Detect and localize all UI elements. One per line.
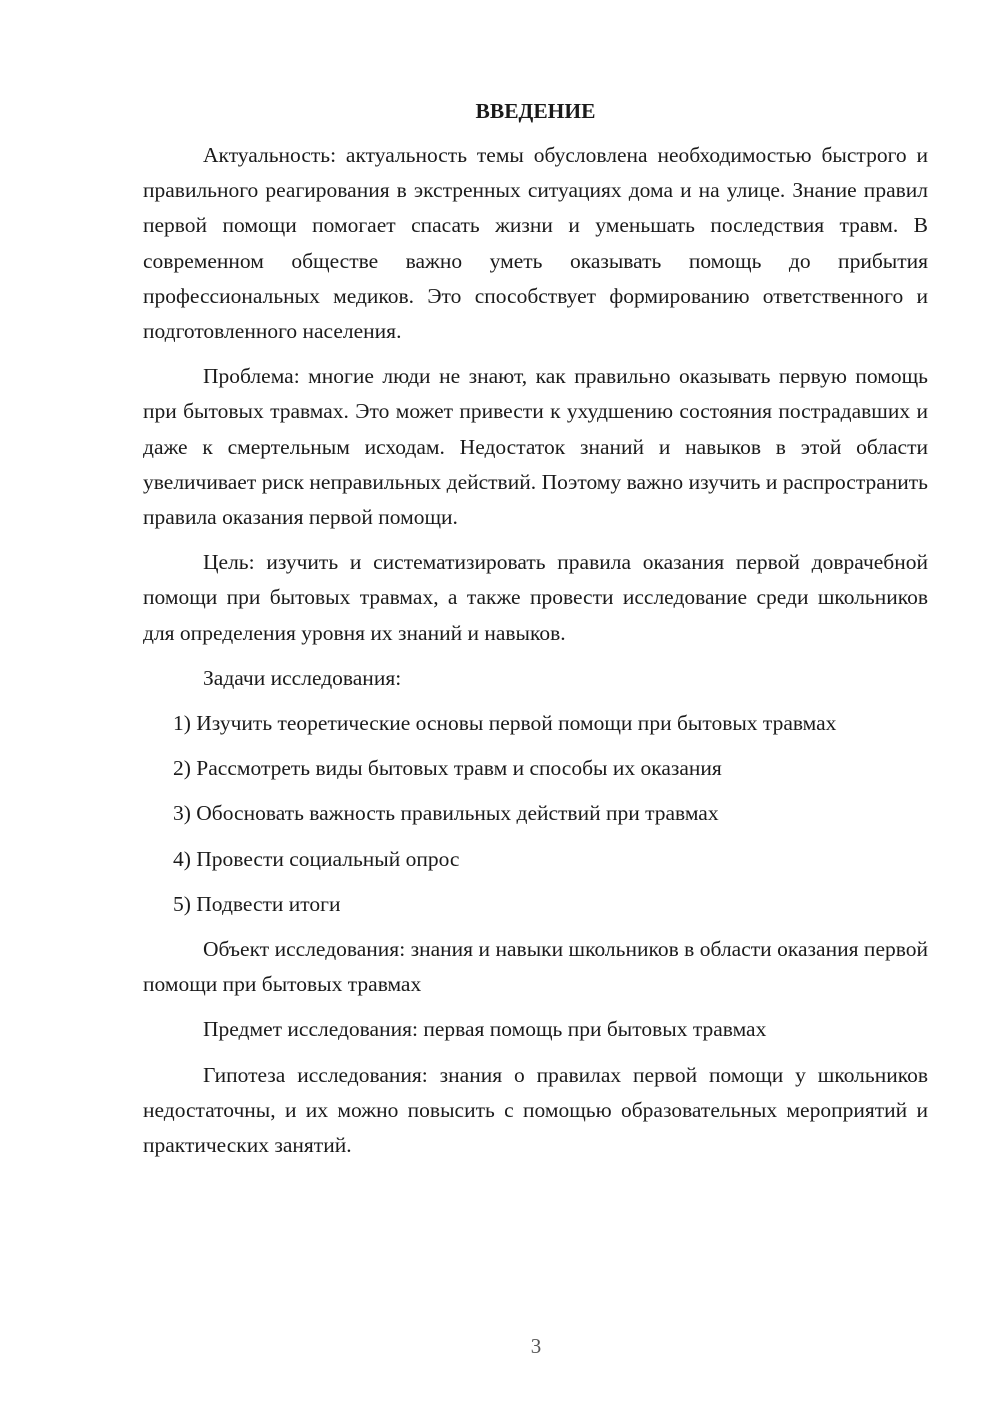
paragraph-object: Объект исследования: знания и навыки школьников в области оказания первой помощи при бытовых травмах	[143, 937, 928, 997]
paragraph-goal: Цель: изучить и систематизировать правила оказания первой доврачебной помощи при бытовых травмах, а также провести исследование среди школьников для определения уровня их знаний и навыков.	[143, 550, 928, 645]
tasks-title: Задачи исследования:	[203, 665, 402, 690]
list-item-task-3: 3) Обосновать важность правильных действий при травмах	[173, 801, 719, 826]
list-item-task-2: 2) Рассмотреть виды бытовых травм и способы их оказания	[173, 756, 722, 781]
paragraph-subject: Предмет исследования: первая помощь при бытовых травмах	[203, 1017, 767, 1042]
list-item-task-5: 5) Подвести итоги	[173, 891, 341, 916]
paragraph-relevance: Актуальность: актуальность темы обусловлена необходимостью быстрого и правильного реагирования в экстренных ситуациях дома и на улице. Знание правил первой помощи помогает спасать жизни и уменьшать последствия травм. В современном обществе важно уметь оказывать помощь до прибытия профессиональных медиков. Это способствует формированию ответственного и подготовленного населения.	[143, 143, 928, 344]
paragraph-problem: Проблема: многие люди не знают, как правильно оказывать первую помощь при бытовых травмах. Это может привести к ухудшению состояния пострадавших и даже к смертельным исходам. Недостаток знаний и навыков в этой области увеличивает риск неправильных действий. Поэтому важно изучить и распространить правила оказания первой помощи.	[143, 364, 928, 530]
list-item-task-4: 4) Провести социальный опрос	[173, 846, 460, 871]
list-item-task-1: 1) Изучить теоретические основы первой помощи при бытовых травмах	[173, 711, 837, 736]
paragraph-hypothesis: Гипотеза исследования: знания о правилах первой помощи у школьников недостаточны, и их можно повысить с помощью образовательных мероприятий и практических занятий.	[143, 1062, 928, 1158]
page-content	[143, 96, 928, 1173]
page-number: 3	[530, 1334, 542, 1358]
section-heading: ВВЕДЕНИЕ	[475, 99, 596, 123]
